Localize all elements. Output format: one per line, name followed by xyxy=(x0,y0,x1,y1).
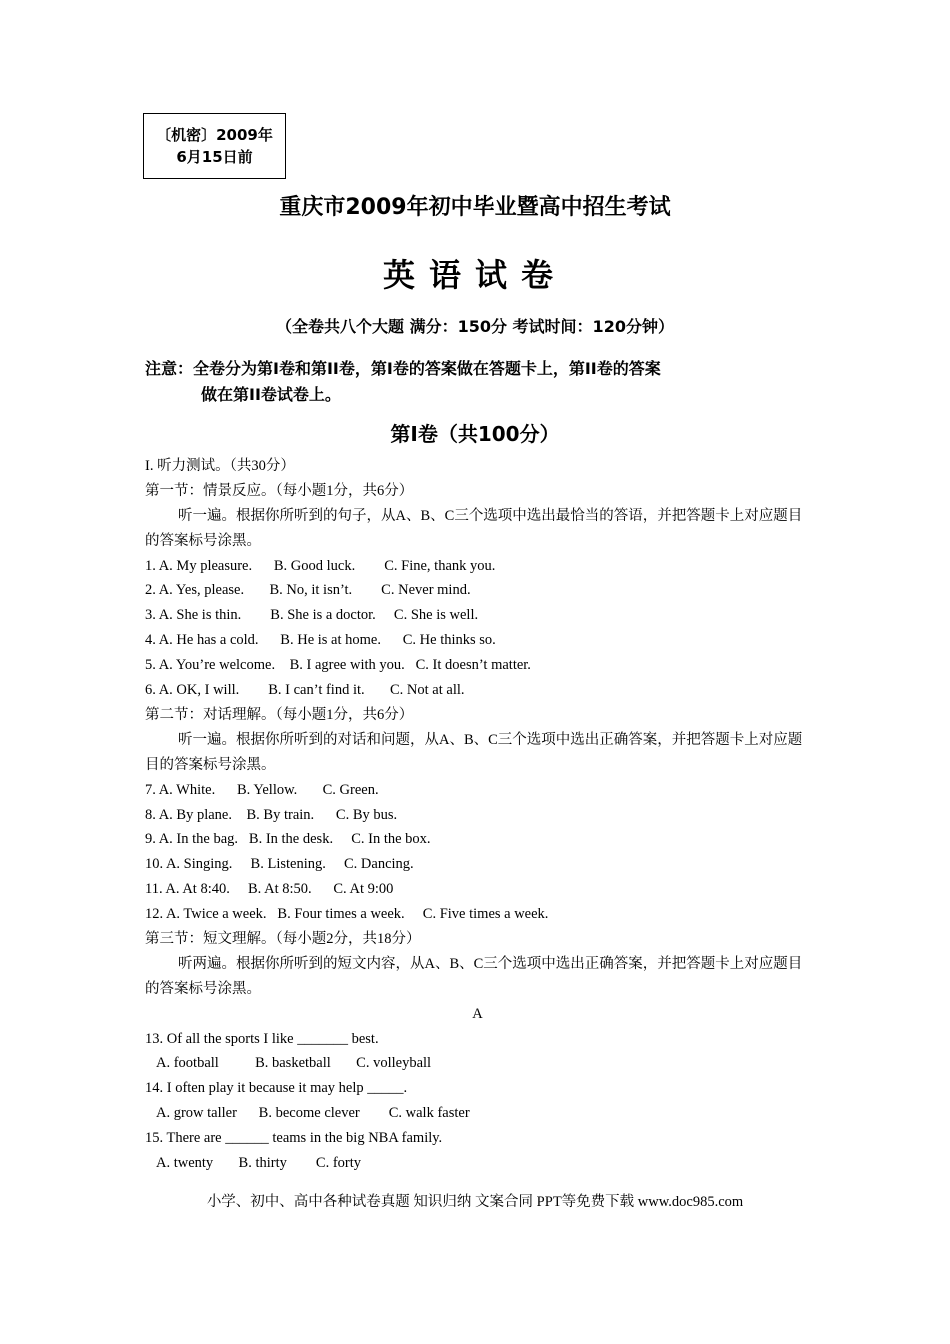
question-item: 10. A. Singing. B. Listening. C. Dancing. xyxy=(145,856,414,873)
subsection-1-instruction: 听一遍。根据你所听到的句子，从A、B、C三个选项中选出最恰当的答语，并把答题卡上对应题目的答案标号涂黑。 xyxy=(145,507,803,549)
subsection-1-heading: 第一节：情景反应。（每小题1分，共6分） xyxy=(145,482,414,499)
question-item: 7. A. White. B. Yellow. C. Green. xyxy=(145,781,379,798)
question-options: A. grow taller B. become clever C. walk faster xyxy=(156,1105,470,1122)
notice-line-1: 注意：全卷分为第I卷和第II卷，第I卷的答案做在答题卡上，第II卷的答案 xyxy=(145,359,661,378)
question-item: 4. A. He has a cold. B. He is at home. C. He thinks so. xyxy=(145,632,496,649)
confidential-line-1: 〔机密〕2009年 xyxy=(156,126,273,144)
paper-info: （全卷共八个大题 满分：150分 考试时间：120分钟） xyxy=(276,317,674,336)
subsection-2-heading: 第二节：对话理解。（每小题1分，共6分） xyxy=(145,706,414,723)
question-item: 1. A. My pleasure. B. Good luck. C. Fine, thank you. xyxy=(145,557,496,574)
question-item: 9. A. In the bag. B. In the desk. C. In the box. xyxy=(145,831,431,848)
question-stem: 15. There are ______ teams in the big NBA family. xyxy=(145,1130,443,1147)
footer-download-note: 小学、初中、高中各种试卷真题 知识归纳 文案合同 PPT等免费下载 www.doc985.com xyxy=(206,1194,744,1210)
exam-title: 重庆市2009年初中毕业暨高中招生考试 xyxy=(279,195,671,220)
subsection-3-heading: 第三节：短文理解。（每小题2分，共18分） xyxy=(145,930,421,947)
question-stem: 13. Of all the sports I like _______ best. xyxy=(145,1030,379,1047)
exam-content xyxy=(145,454,810,1176)
part-title: 第Ⅰ卷（共100分） xyxy=(390,422,560,446)
subsection-3-instruction: 听两遍。根据你所听到的短文内容，从A、B、C三个选项中选出正确答案，并把答题卡上对应题目的答案标号涂黑。 xyxy=(145,955,803,997)
question-item: 5. A. You’re welcome. B. I agree with you. C. It doesn’t matter. xyxy=(145,657,531,674)
section-heading: I. 听力测试。（共30分） xyxy=(145,458,295,474)
question-options: A. twenty B. thirty C. forty xyxy=(156,1155,362,1172)
subsection-2-instruction: 听一遍。根据你所听到的对话和问题，从A、B、C三个选项中选出正确答案，并把答题卡上对应题目的答案标号涂黑。 xyxy=(145,731,803,773)
confidential-line-2: 6月15日前 xyxy=(176,148,253,166)
question-item: 11. A. At 8:40. B. At 8:50. C. At 9:00 xyxy=(145,881,394,898)
question-item: 3. A. She is thin. B. She is a doctor. C. She is well. xyxy=(145,607,479,624)
notice-line-2: 做在第II卷试卷上。 xyxy=(201,385,341,404)
question-item: 8. A. By plane. B. By train. C. By bus. xyxy=(145,806,398,823)
question-options: A. football B. basketball C. volleyball xyxy=(156,1055,432,1072)
passage-label: A xyxy=(472,1005,483,1022)
confidential-stamp-box xyxy=(143,113,286,179)
question-item: 6. A. OK, I will. B. I can’t find it. C. Not at all. xyxy=(145,682,465,699)
notice xyxy=(145,356,810,408)
question-stem: 14. I often play it because it may help _____. xyxy=(145,1080,408,1097)
paper-title: 英语试卷 xyxy=(382,256,567,294)
question-item: 2. A. Yes, please. B. No, it isn’t. C. Never mind. xyxy=(145,582,471,599)
question-item: 12. A. Twice a week. B. Four times a week. C. Five times a week. xyxy=(145,906,549,923)
